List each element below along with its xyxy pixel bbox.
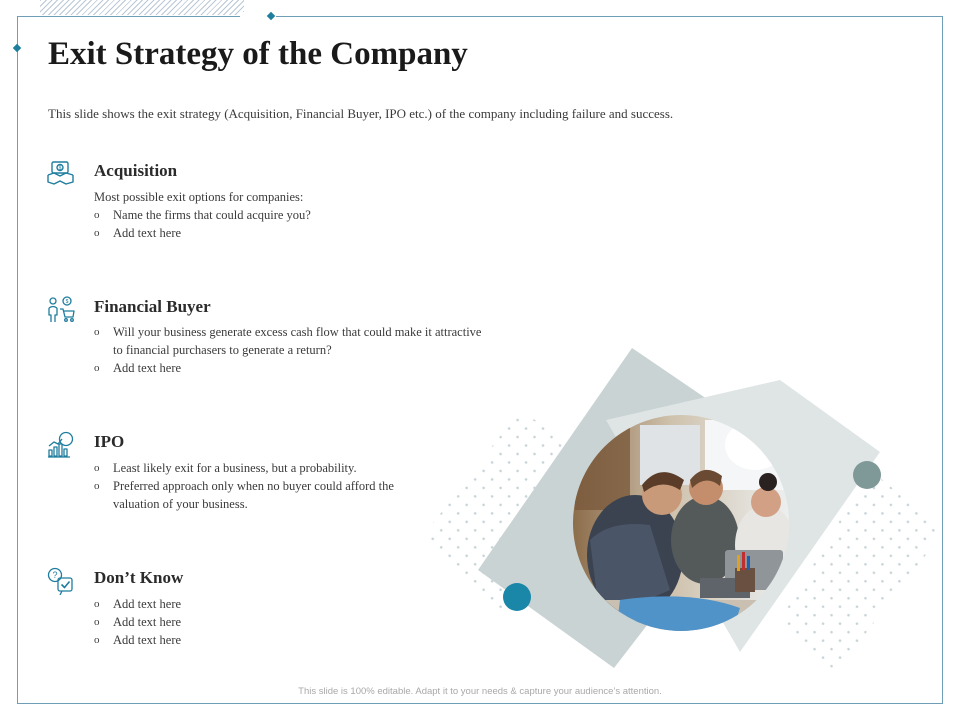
section-title: IPO bbox=[94, 432, 125, 451]
decorative-hatch-band bbox=[40, 0, 244, 15]
bullet-item: o Least likely exit for a business, but a probability. bbox=[94, 459, 439, 477]
question-check-icon bbox=[46, 567, 76, 595]
bullet-item: o Add text here bbox=[94, 613, 484, 631]
bullet-list bbox=[94, 595, 484, 649]
bullet-list bbox=[94, 206, 484, 242]
section-body bbox=[94, 323, 484, 377]
bullet-list bbox=[94, 459, 439, 513]
bullet-list bbox=[94, 323, 484, 377]
svg-text:$: $ bbox=[58, 165, 62, 172]
page-subtitle: This slide shows the exit strategy (Acquisition, Financial Buyer, IPO etc.) of the company including failure and success. bbox=[48, 106, 674, 121]
bullet-item: o Preferred approach only when no buyer could afford the valuation of your business. bbox=[94, 477, 439, 513]
section-title: Financial Buyer bbox=[94, 297, 211, 316]
bullet-item: o Will your business generate excess cash flow that could make it attractive to financial purchasers to generate a return? bbox=[94, 323, 484, 359]
svg-text:$: $ bbox=[65, 299, 69, 305]
section-body bbox=[94, 595, 484, 649]
page-title: Exit Strategy of the Company bbox=[48, 36, 468, 72]
section-intro: Most possible exit options for companies: bbox=[94, 190, 304, 204]
bullet-item: o Name the firms that could acquire you? bbox=[94, 206, 484, 224]
money-handshake-icon bbox=[46, 160, 76, 188]
bullet-item: o Add text here bbox=[94, 631, 484, 649]
section-body bbox=[94, 188, 484, 242]
buyer-cart-icon bbox=[46, 296, 76, 324]
bullet-item: o Add text here bbox=[94, 359, 484, 377]
footer-note: This slide is 100% editable. Adapt it to your needs & capture your audience’s attention. bbox=[298, 686, 662, 697]
section-body bbox=[94, 459, 439, 513]
section-title: Acquisition bbox=[94, 161, 178, 180]
bullet-item: o Add text here bbox=[94, 595, 484, 613]
svg-text:?: ? bbox=[52, 570, 58, 580]
section-title: Don’t Know bbox=[94, 568, 184, 587]
bullet-item: o Add text here bbox=[94, 224, 484, 242]
growth-chart-icon bbox=[46, 431, 76, 459]
